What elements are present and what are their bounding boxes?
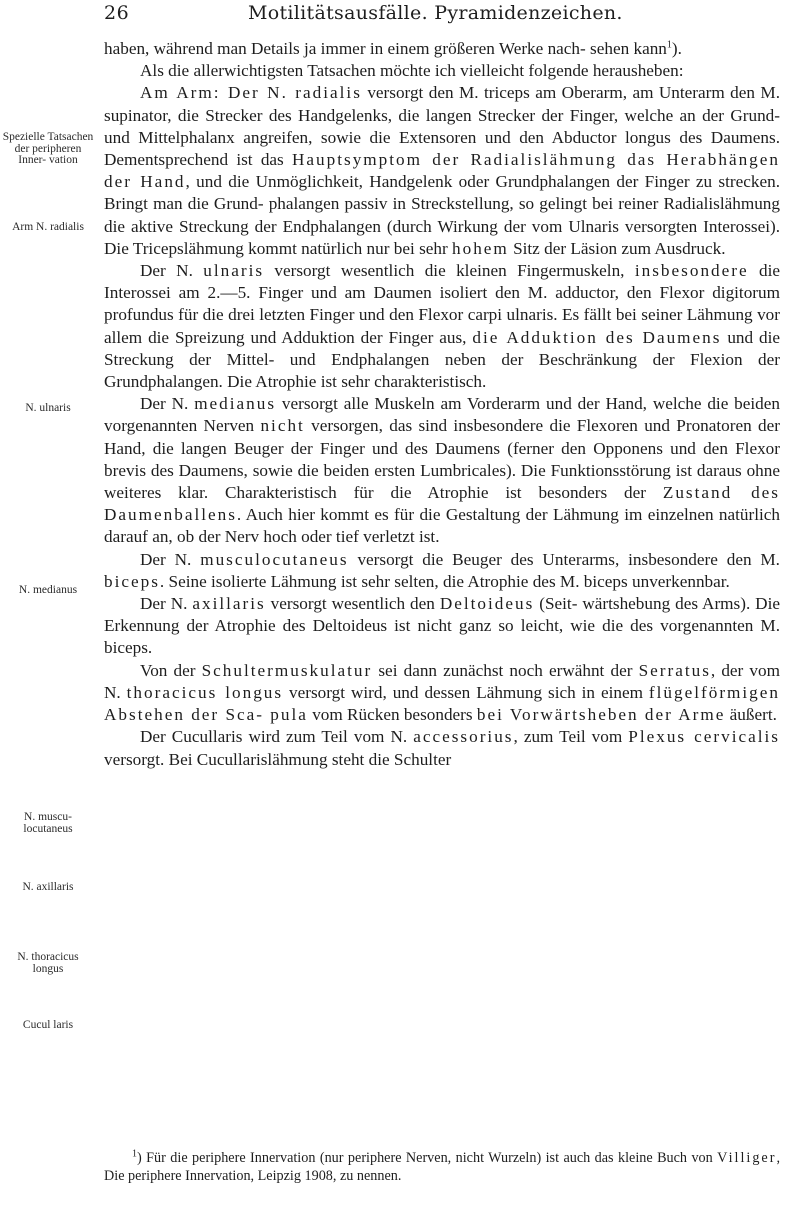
paragraph-radialis: Am Arm: Der N. radialis versorgt den M. triceps am Oberarm, am Unterarm den M. supinator, die Strecker des Handgelenks, die langen Strecker der Finger, welche an der Grund- und Mittelphalanx angreifen, sowie die Extensoren und den Abductor longus des Daumens. Dementsprechend ist das Hauptsymptom der Radialislähmung das Herabhängen der Hand, und die Unmöglichkeit, Handgelenk oder Grundphalangen der Finger zu strecken. Bringt man die Grund- phalangen passiv in Streckstellung, so gelingt bei reiner Radialislähmung die aktive Streckung der Endphalangen (durch Wirkung der vom Ulnaris versorgten Interossei). Die Tricepslähmung kommt natürlich nur bei sehr hohem Sitz der Läsion zum Ausdruck. (104, 83, 780, 258)
margin-note-musculocutaneus: N. muscu- locutaneus (23, 811, 73, 835)
page-header (0, 0, 801, 40)
margin-note-thoracicus-longus: N. thoracicus longus (17, 951, 79, 975)
paragraph-tatsachen: Als die allerwichtigsten Tatsachen möchte ich vielleicht folgende herausheben: (140, 61, 684, 81)
paragraph-cucullaris: Der Cucullaris wird zum Teil vom N. accessorius, zum Teil vom Plexus cervicalis versorgt. Bei Cucullarislähmung steht die Schulter (104, 727, 780, 769)
paragraph-musculocutaneus: Der N. musculocutaneus versorgt die Beuger des Unterarms, insbesondere den M. biceps. Seine isolierte Lähmung ist sehr selten, die Atrophie des M. biceps unverkennbar. (104, 549, 780, 591)
paragraph-ulnaris: Der N. ulnaris versorgt wesentlich die kleinen Fingermuskeln, insbesondere die Interossei am 2.—5. Finger und am Daumen isoliert den M. adductor, den Flexor digitorum profundus für die drei letzten Finger und den Flexor carpi ulnaris. Es fällt bei seiner Lähmung vor allem die Spreizung und Adduktion der Finger aus, die Adduktion des Daumens und die Streckung der Mittel- und Endphalangen neben der Beschränkung der Flexion der Grundphalangen. Die Atrophie ist sehr charakteristisch. (104, 261, 781, 392)
running-title: Motilitätsausfälle. Pyramidenzeichen. (248, 2, 623, 24)
footnote-author: Villiger (717, 1150, 777, 1166)
margin-note-medianus: N. medianus (18, 584, 78, 596)
margin-note-cucullaris: Cucul laris (22, 1019, 74, 1031)
footnote (104, 1150, 780, 1185)
margin-note-arm-radialis: Arm N. radialis (12, 221, 84, 233)
paragraph-intro: haben, während man Details ja immer in einem größeren Werke nach- sehen kann$^1$). (104, 39, 682, 58)
paragraph-schultermuskulatur: Von der Schultermuskulatur sei dann zunächst noch erwähnt der Serratus, der vom N. thoracicus longus versorgt wird, und dessen Lähmung sich in einem flügelförmigen Abstehen der Sca- pula vom Rücken besonders bei Vorwärtsheben der Arme äußert. (104, 660, 780, 725)
margin-note-spezielle-tatsachen: Spezielle Tatsachen der peripheren Inner- vation (2, 131, 94, 166)
page-number: 26 (104, 2, 130, 24)
footnote-mark: 1 (132, 1148, 137, 1160)
margin-note-axillaris: N. axillaris (22, 881, 74, 893)
body-text (104, 38, 780, 771)
footnote-text: $^1$) Für die periphere Innervation (nur periphere Nerven, nicht Wurzeln) ist auch das kleine Buch von Villiger, Die periphere Innervation, Leipzig 1908, zu nennen. (104, 1148, 780, 1184)
margin-note-ulnaris: N. ulnaris (25, 402, 71, 414)
footnote-ref[interactable]: 1 (666, 39, 672, 51)
paragraph-axillaris: Der N. axillaris versorgt wesentlich den Deltoideus (Seit- wärtshebung des Arms). Die Erkennung der Atrophie des Deltoideus ist nicht ganz so leicht, wie die des vorgenannten M. biceps. (104, 594, 780, 658)
paragraph-medianus: Der N. medianus versorgt alle Muskeln am Vorderarm und der Hand, welche die beiden vorgenannten Nerven nicht versorgen, das sind insbesondere die Flexoren und Pronatoren der Hand, die langen Beuger der Finger und des Daumens (ferner den Opponens und den Flexor brevis des Daumens, sowie die beiden ersten Lumbricales). Die Funktionsstörung ist daraus ohne weiteres klar. Charakteristisch für die Atrophie ist besonders der Zustand des Daumenballens. Auch hier kommt es für die Gestaltung der Lähmung im einzelnen natürlich darauf an, ob der Nerv hoch oder tief verletzt ist. (104, 394, 780, 547)
